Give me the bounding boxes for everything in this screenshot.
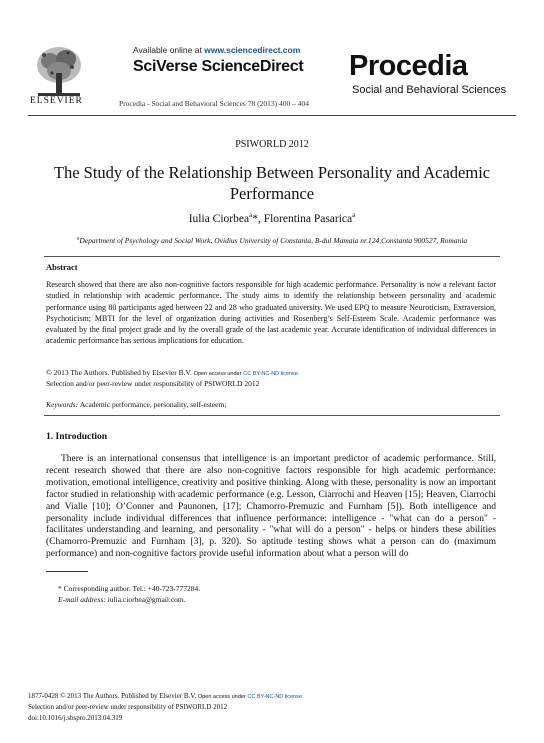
elsevier-wordmark: ELSEVIER [30,96,83,106]
footer-open-access: Open access under [197,694,246,700]
abstract-top-divider [44,256,500,257]
introduction-paragraph: There is an international consensus that intelligence is an important predictor of academic performance. Still, recent research showed that there are also non-cognitive factors responsible for high academic performance: motivation, emotional intelligence, creativity and positive thinking. Along with these, personality is now an important factor studied in relationship with academic performance (e.g. Lesson, Ciarrochi and Heaven [15]; Heaven, Ciarrochi and Vialle [10]; O’Conner and Paunonen, [17]; Chamorro-Premuzic and Furnham [5]). Both intelligence and personality include individual differences that influence performance: intelligence - "what can do a person" - facilitates understanding and learning, and personality - "what will do a person" - helps or hinders these abilities (Chamorro-Premuzic and Furnham [3], p. 320). So aptitude testing shows what a person can do (maximum performance) and non-cognitive factors provide useful information about what a person will do [46,454,496,560]
journal-reference: Procedia - Social and Behavioral Sciences 78 (2013) 400 – 404 [119,99,309,108]
paper-title: The Study of the Relationship Between Personality and Academic Performance [53,163,491,203]
corresponding-author-note: * Corresponding author. Tel.: +40-723-777284. [58,584,201,593]
affiliation [0,236,544,245]
copyright-text: © 2013 The Authors. Published by Elsevier B.V. [46,368,192,377]
affiliation-mark: a [76,236,80,242]
footer-issn-copyright: 1877-0428 © 2013 The Authors. Published by Elsevier B.V. [28,692,197,700]
keywords-text: Academic performance, personality, self-esteem; [78,400,227,409]
procedia-logo-text: Procedia [349,50,468,82]
corresponding-mark: *, [252,212,264,225]
footer-selection: Selection and/or peer-review under responsibility of PSIWORLD 2012 [28,703,228,711]
sciverse-logo-text: SciVerse ScienceDirect [133,58,304,75]
email-address[interactable]: iulia.ciorbea@gmail.com. [105,595,186,604]
license-link[interactable]: CC BY-NC-ND license. [243,371,300,377]
conference-name: PSIWORLD 2012 [235,139,309,150]
author-list [0,211,544,225]
abstract-heading: Abstract [46,262,78,272]
footer-license-link[interactable]: CC BY-NC-ND license. [247,694,304,700]
author-2-affil-mark: a [352,211,356,219]
email-label: E-mail address: [58,595,106,604]
affiliation-text: Department of Psychology and Social Work, Ovidius University of Constanta, B-dul Mamaia nr.124,Constanta 900527, Romania [79,236,468,245]
availability-line [133,45,300,55]
section-heading-introduction: 1. Introduction [46,432,108,442]
abstract-text: Research showed that there are also non-cognitive factors responsible for high academic performance. Personality is now a relevant factor studied in relationship with academic performance. The study aims to identify the relationship between personality and academic performance using 80 participants aged between 22 and 28 who graduated university. We used EPQ to measure Neuroticism, Extraversion, Psychoticism; MBTI for the level of organization during activities and Rosenberg’s Self-Esteem Scale. Academic performance was evaluated by the final project grade and by the overall grade of the last academic year. Accurate identification of individual differences in academic performance has serious implications for education. [46,280,496,346]
sciencedirect-link[interactable]: www.sciencedirect.com [204,45,301,55]
author-2: Florentina Pasarica [263,212,353,225]
footer-doi[interactable]: doi:10.1016/j.sbspro.2013.04.319 [28,714,123,722]
procedia-logo-subtitle: Social and Behavioral Sciences [352,84,507,96]
footer-copyright [28,692,303,700]
author-1-affil-mark: a [249,211,253,219]
author-1: Iulia Ciorbea [188,212,250,225]
open-access-text: Open access under [193,371,242,377]
email-note [58,595,186,604]
available-prefix: Available online at [133,45,202,55]
header-divider [28,115,516,116]
footnote-divider [46,571,88,572]
elsevier-tree-logo-icon [30,43,88,103]
abstract-bottom-divider [44,415,500,416]
keywords [46,400,226,409]
keywords-label: Keywords: [46,400,79,409]
abstract-selection: Selection and/or peer-review under responsibility of PSIWORLD 2012 [46,379,260,388]
abstract-copyright [46,368,299,377]
